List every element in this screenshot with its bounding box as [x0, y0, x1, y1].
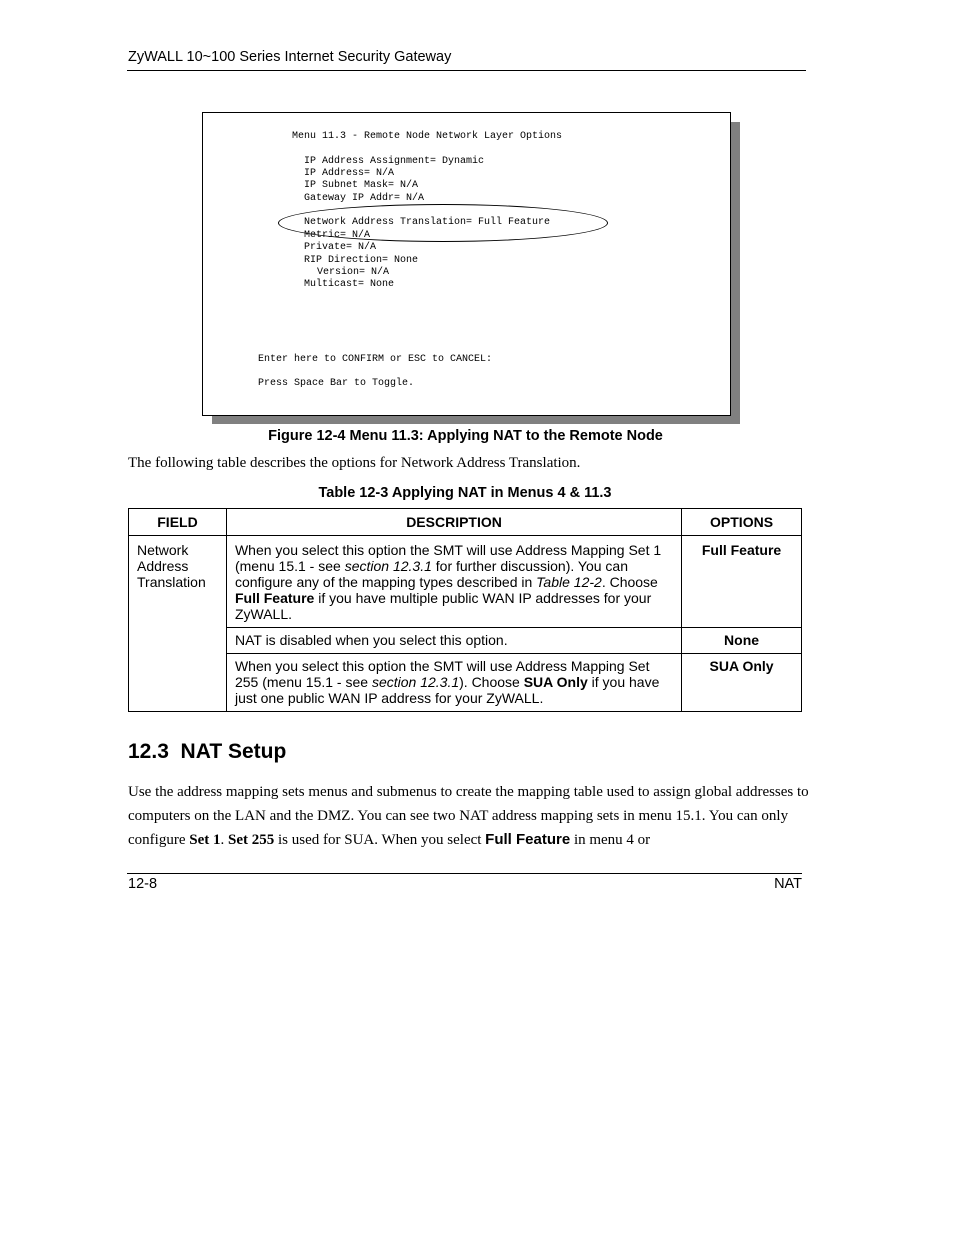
- gateway-line: Gateway IP Addr= N/A: [304, 193, 425, 204]
- paragraph-text: in menu 4 or: [570, 832, 651, 848]
- paragraph-text: .: [220, 832, 228, 848]
- description-text: ). Choose: [459, 674, 524, 690]
- page-number: 12-8: [128, 876, 158, 892]
- metric-line: Metric= N/A: [304, 230, 371, 241]
- figure-caption: Figure 12-4 Menu 11.3: Applying NAT to the Remote Node: [268, 428, 663, 444]
- section-title: NAT Setup: [180, 740, 287, 763]
- section-number: 12.3: [128, 740, 169, 763]
- nat-highlight-ellipse: [278, 204, 608, 242]
- section-reference: section 12.3.1: [344, 558, 432, 574]
- description-text: When you select this option the SMT will use Address Mapping Set 1 (menu 15.1 - see: [234, 542, 662, 574]
- option-cell: SUA Only: [682, 654, 802, 712]
- private-line: Private= N/A: [304, 242, 377, 253]
- version-line: Version= N/A: [317, 267, 390, 278]
- paragraph-text: Use the address mapping sets menus and submenus to create the mapping table used to assign global addresses to computers on the LAN and the DMZ. You can see two NAT address mapping sets in menu 15.1. You can only configure: [128, 784, 809, 848]
- table-reference: Table 12-2: [536, 574, 602, 590]
- set1-emphasis: Set 1: [189, 832, 221, 848]
- nat-options-table: [128, 508, 802, 712]
- set255-emphasis: Set 255: [227, 832, 275, 848]
- table-header-row: [129, 509, 802, 536]
- intro-text: The following table describes the options for Network Address Translation.: [128, 455, 581, 471]
- footer-divider: [127, 873, 802, 874]
- field-cell: Network Address Translation: [129, 536, 227, 712]
- description-text: if you have multiple public WAN IP addresses for your ZyWALL.: [234, 590, 652, 622]
- confirm-prompt: Enter here to CONFIRM or ESC to CANCEL:: [258, 354, 493, 365]
- description-text: . Choose: [601, 574, 658, 590]
- option-cell: None: [682, 628, 802, 654]
- description-text: for further discussion). You can configure any of the mapping types described in: [234, 558, 628, 590]
- ip-assignment-line: IP Address Assignment= Dynamic: [304, 156, 485, 167]
- description-cell: [226, 536, 681, 628]
- table-row: [129, 654, 802, 712]
- options-header: OPTIONS: [682, 509, 802, 536]
- option-emphasis: SUA Only: [523, 674, 588, 690]
- description-cell: NAT is disabled when you select this option.: [226, 628, 681, 654]
- table-row: [129, 536, 802, 628]
- toggle-hint: Press Space Bar to Toggle.: [258, 378, 415, 389]
- multicast-line: Multicast= None: [304, 279, 395, 290]
- description-text: if you have just one public WAN IP address for your ZyWALL.: [234, 674, 660, 706]
- rip-direction-line: RIP Direction= None: [304, 255, 419, 266]
- full-feature-emphasis: Full Feature: [485, 831, 571, 848]
- field-header: FIELD: [129, 509, 227, 536]
- chapter-name: NAT: [774, 876, 802, 892]
- header-divider: [127, 70, 806, 71]
- option-cell: Full Feature: [682, 536, 802, 628]
- subnet-mask-line: IP Subnet Mask= N/A: [304, 180, 419, 191]
- menu-title: Menu 11.3 - Remote Node Network Layer Options: [292, 131, 563, 142]
- section-reference: section 12.3.1: [371, 674, 460, 690]
- section-heading: [128, 740, 286, 764]
- table-row: [129, 628, 802, 654]
- description-cell: [226, 654, 681, 712]
- nat-line: Network Address Translation= Full Feature: [304, 217, 551, 228]
- ip-address-line: IP Address= N/A: [304, 168, 395, 179]
- running-header: ZyWALL 10~100 Series Internet Security Gateway: [128, 49, 452, 65]
- table-caption: Table 12-3 Applying NAT in Menus 4 & 11.3: [318, 485, 612, 501]
- option-emphasis: Full Feature: [234, 590, 315, 606]
- section-paragraph: [128, 781, 818, 853]
- paragraph-text: is used for SUA. When you select: [274, 832, 486, 848]
- description-header: DESCRIPTION: [226, 509, 681, 536]
- description-text: When you select this option the SMT will use Address Mapping Set 255 (menu 15.1 - see: [234, 658, 650, 690]
- terminal-screen: [202, 112, 731, 416]
